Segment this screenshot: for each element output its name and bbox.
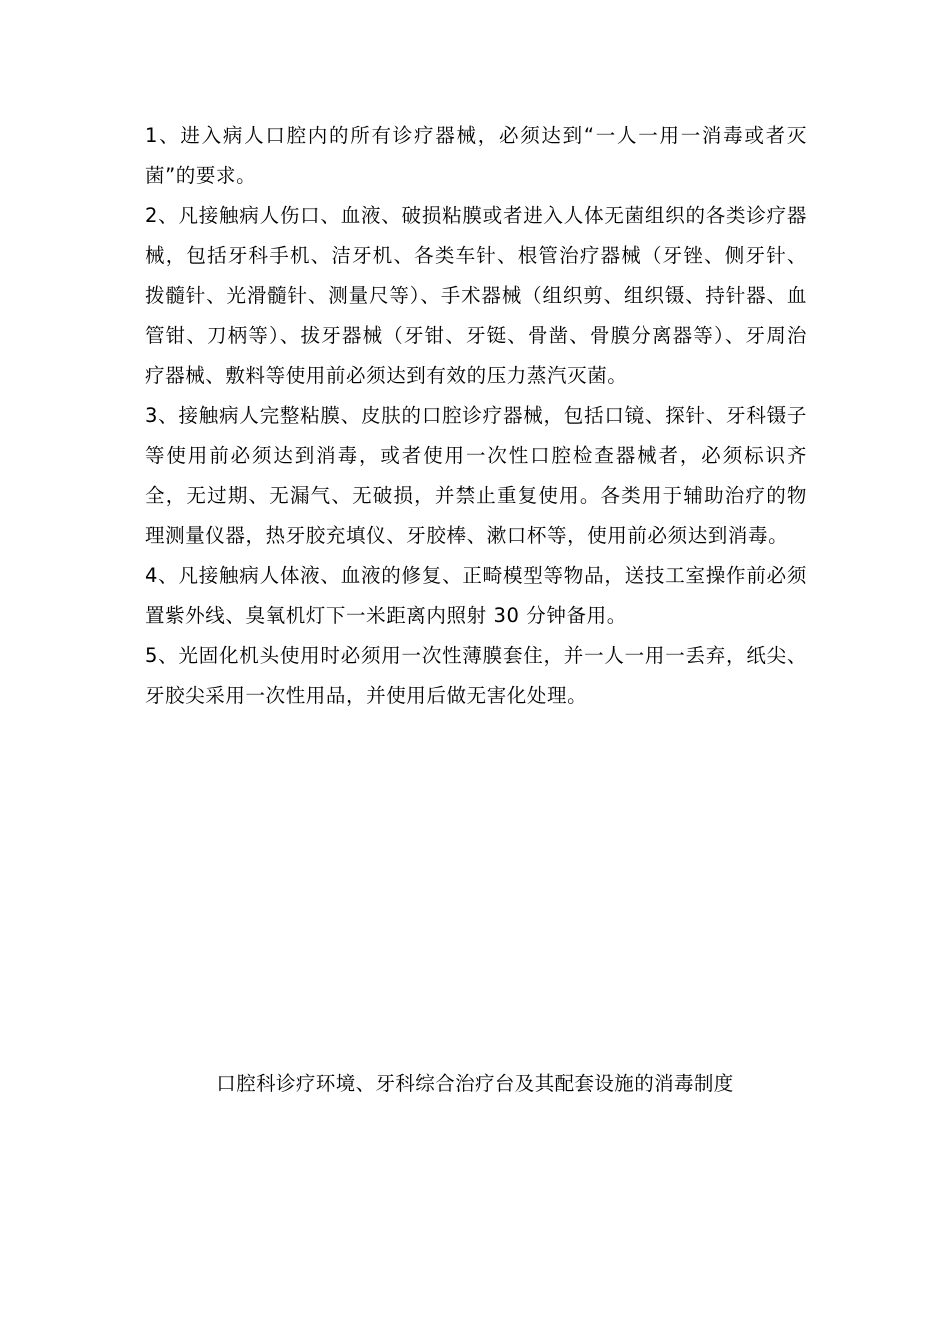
- rules-list: [145, 116, 807, 716]
- rule-item-2: 2、凡接触病人伤口、血液、破损粘膜或者进入人体无菌组织的各类诊疗器械，包括牙科手机、洁牙机、各类车针、根管治疗器械（牙锉、侧牙针、拨髓针、光滑髓针、测量尺等）、手术器械（组织剪、组织镊、持针器、血管钳、刀柄等）、拔牙器械（牙钳、牙铤、骨凿、骨膜分离器等）、牙周治疗器械、敷料等使用前必须达到有效的压力蒸汽灭菌。: [145, 204, 807, 387]
- rule-item-4: 4、凡接触病人体液、血液的修复、正畸模型等物品，送技工室操作前必须置紫外线、臭氧机灯下一米距离内照射 30 分钟备用。: [145, 564, 807, 627]
- section-title: 口腔科诊疗环境、牙科综合治疗台及其配套设施的消毒制度: [216, 1072, 734, 1095]
- rule-item-5: 5、光固化机头使用时必须用一次性薄膜套住，并一人一用一丢弃，纸尖、牙胶尖采用一次性用品，并使用后做无害化处理。: [145, 644, 807, 707]
- rule-item-3: 3、接触病人完整粘膜、皮肤的口腔诊疗器械，包括口镜、探针、牙科镊子等使用前必须达到消毒，或者使用一次性口腔检查器械者，必须标识齐全，无过期、无漏气、无破损，并禁止重复使用。各类用于辅助治疗的物理测量仪器，热牙胶充填仪、牙胶棒、漱口杯等，使用前必须达到消毒。: [145, 404, 807, 547]
- rule-item-1: 1、进入病人口腔内的所有诊疗器械，必须达到“一人一用一消毒或者灭菌”的要求。: [145, 124, 807, 187]
